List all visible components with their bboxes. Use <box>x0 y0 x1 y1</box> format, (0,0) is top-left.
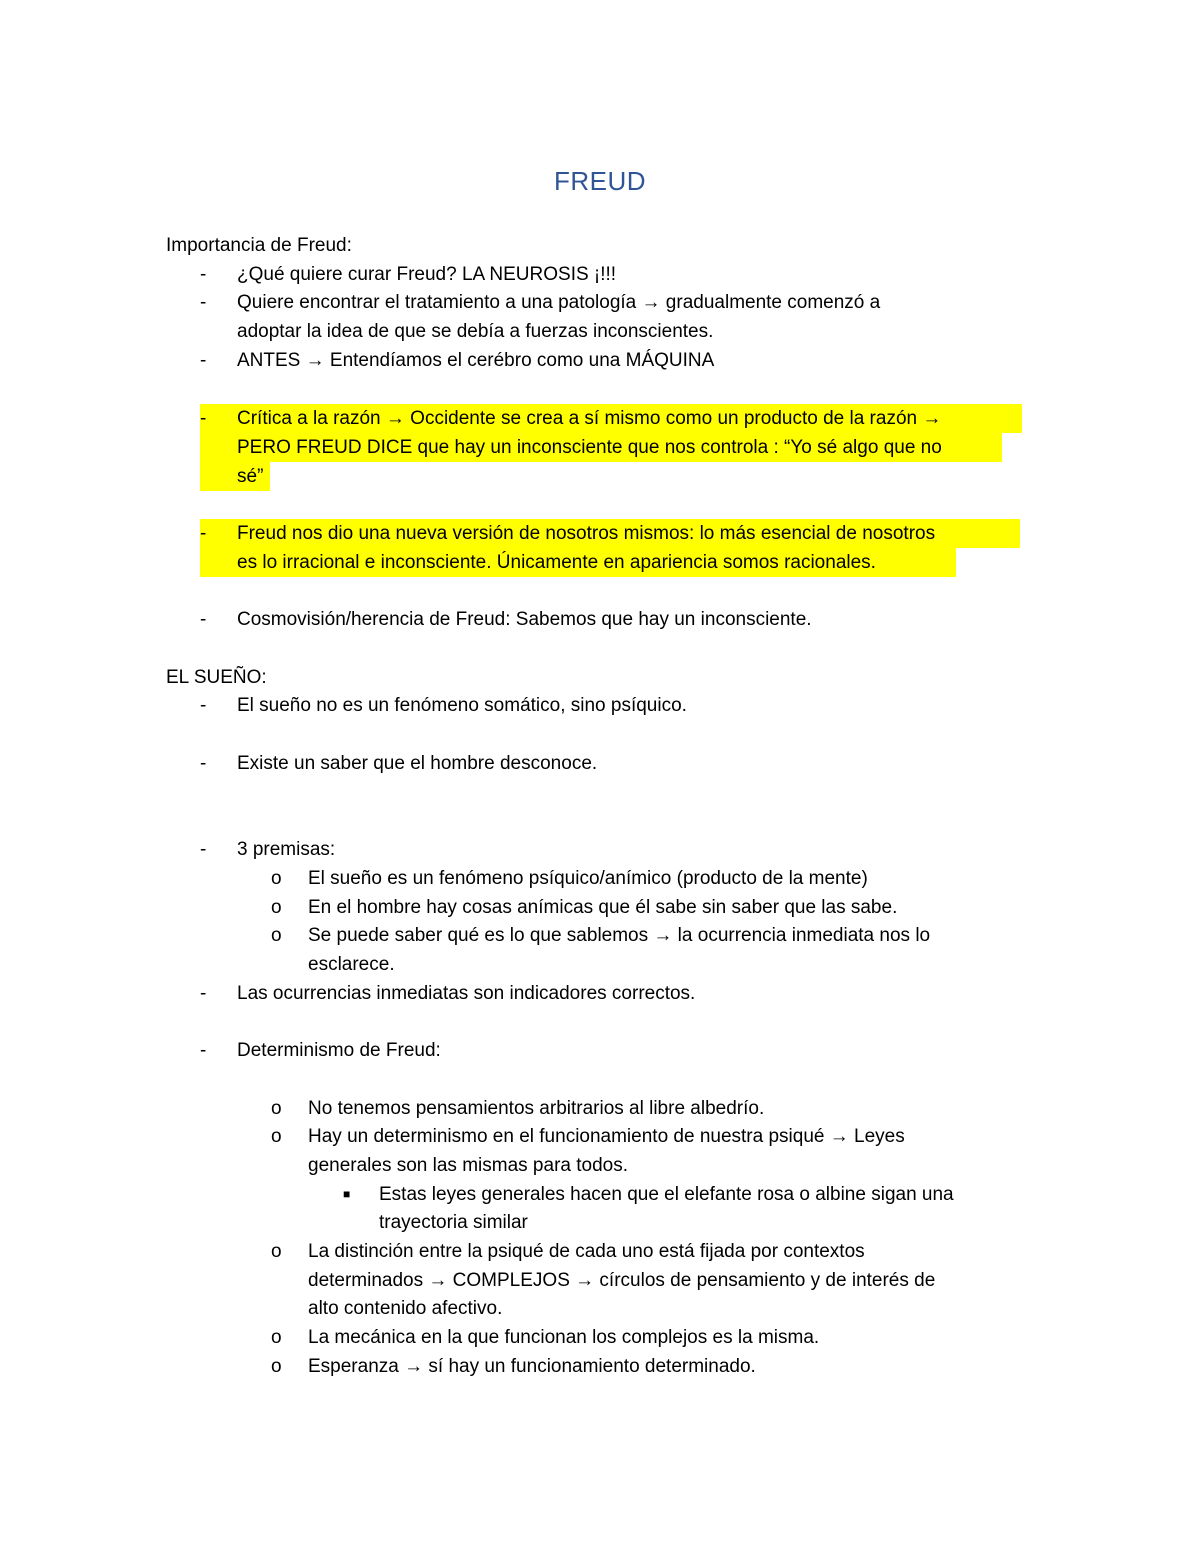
page-title: FREUD <box>553 166 647 196</box>
sub-list-item-continuation: alto contenido afectivo. <box>308 1298 503 1319</box>
circle-bullet: o <box>271 1098 282 1119</box>
sub-list-item-continuation: generales son las mismas para todos. <box>308 1155 628 1176</box>
highlighted-list-item: Crítica a la razón → Occidente se crea a sí mismo como un producto de la razón → <box>237 408 942 429</box>
dash-bullet: - <box>200 523 207 544</box>
list-item: ¿Qué quiere curar Freud? LA NEUROSIS ¡!!! <box>237 264 617 285</box>
list-item: El sueño no es un fenómeno somático, sino psíquico. <box>237 695 687 716</box>
dash-bullet: - <box>200 695 207 716</box>
highlighted-list-item: Freud nos dio una nueva versión de nosotros mismos: lo más esencial de nosotros <box>237 523 936 544</box>
list-item: Quiere encontrar el tratamiento a una patología → gradualmente comenzó a <box>237 292 881 313</box>
circle-bullet: o <box>271 1126 282 1147</box>
dash-bullet: - <box>200 1040 207 1061</box>
sub-list-item: Esperanza → sí hay un funcionamiento determinado. <box>308 1356 756 1377</box>
sub-list-item-continuation: esclarece. <box>308 954 395 975</box>
list-item-continuation: adoptar la idea de que se debía a fuerzas inconscientes. <box>237 321 714 342</box>
circle-bullet: o <box>271 925 282 946</box>
sub-list-item: La mecánica en la que funcionan los complejos es la misma. <box>308 1327 820 1348</box>
highlighted-list-item-continuation: sé” <box>237 466 264 487</box>
sub-list-item: Se puede saber qué es lo que sablemos → la ocurrencia inmediata nos lo <box>308 925 931 946</box>
section-heading-el-sueno: EL SUEÑO: <box>166 667 267 688</box>
list-item: Cosmovisión/herencia de Freud: Sabemos que hay un inconsciente. <box>237 609 812 630</box>
circle-bullet: o <box>271 1241 282 1262</box>
highlighted-list-item-continuation: es lo irracional e inconsciente. Únicamente en apariencia somos racionales. <box>237 552 876 573</box>
sub-list-item-continuation: determinados → COMPLEJOS → círculos de pensamiento y de interés de <box>308 1270 936 1291</box>
sub-sub-list-item: Estas leyes generales hacen que el elefante rosa o albine sigan una <box>379 1184 954 1205</box>
sub-list-item: Hay un determinismo en el funcionamiento de nuestra psiqué → Leyes <box>308 1126 905 1147</box>
dash-bullet: - <box>200 408 207 429</box>
list-item: Determinismo de Freud: <box>237 1040 441 1061</box>
sub-list-item: El sueño es un fenómeno psíquico/anímico (producto de la mente) <box>308 868 868 889</box>
dash-bullet: - <box>200 350 207 371</box>
list-item: ANTES → Entendíamos el cerébro como una MÁQUINA <box>237 350 715 371</box>
dash-bullet: - <box>200 839 207 860</box>
sub-list-item: En el hombre hay cosas anímicas que él sabe sin saber que las sabe. <box>308 897 898 918</box>
dash-bullet: - <box>200 983 207 1004</box>
sub-list-item: No tenemos pensamientos arbitrarios al libre albedrío. <box>308 1098 765 1119</box>
list-item: Existe un saber que el hombre desconoce. <box>237 753 598 774</box>
list-item: 3 premisas: <box>237 839 336 860</box>
section-heading-importancia: Importancia de Freud: <box>166 235 352 256</box>
circle-bullet: o <box>271 1356 282 1377</box>
sub-list-item: La distinción entre la psiqué de cada uno está fijada por contextos <box>308 1241 865 1262</box>
list-item: Las ocurrencias inmediatas son indicadores correctos. <box>237 983 696 1004</box>
dash-bullet: - <box>200 292 207 313</box>
sub-sub-list-item-continuation: trayectoria similar <box>379 1212 528 1233</box>
circle-bullet: o <box>271 868 282 889</box>
circle-bullet: o <box>271 1327 282 1348</box>
circle-bullet: o <box>271 897 282 918</box>
dash-bullet: - <box>200 609 207 630</box>
dash-bullet: - <box>200 264 207 285</box>
dash-bullet: - <box>200 753 207 774</box>
square-bullet: ■ <box>343 1187 351 1201</box>
highlighted-list-item-continuation: PERO FREUD DICE que hay un inconsciente que nos controla : “Yo sé algo que no <box>237 437 942 458</box>
